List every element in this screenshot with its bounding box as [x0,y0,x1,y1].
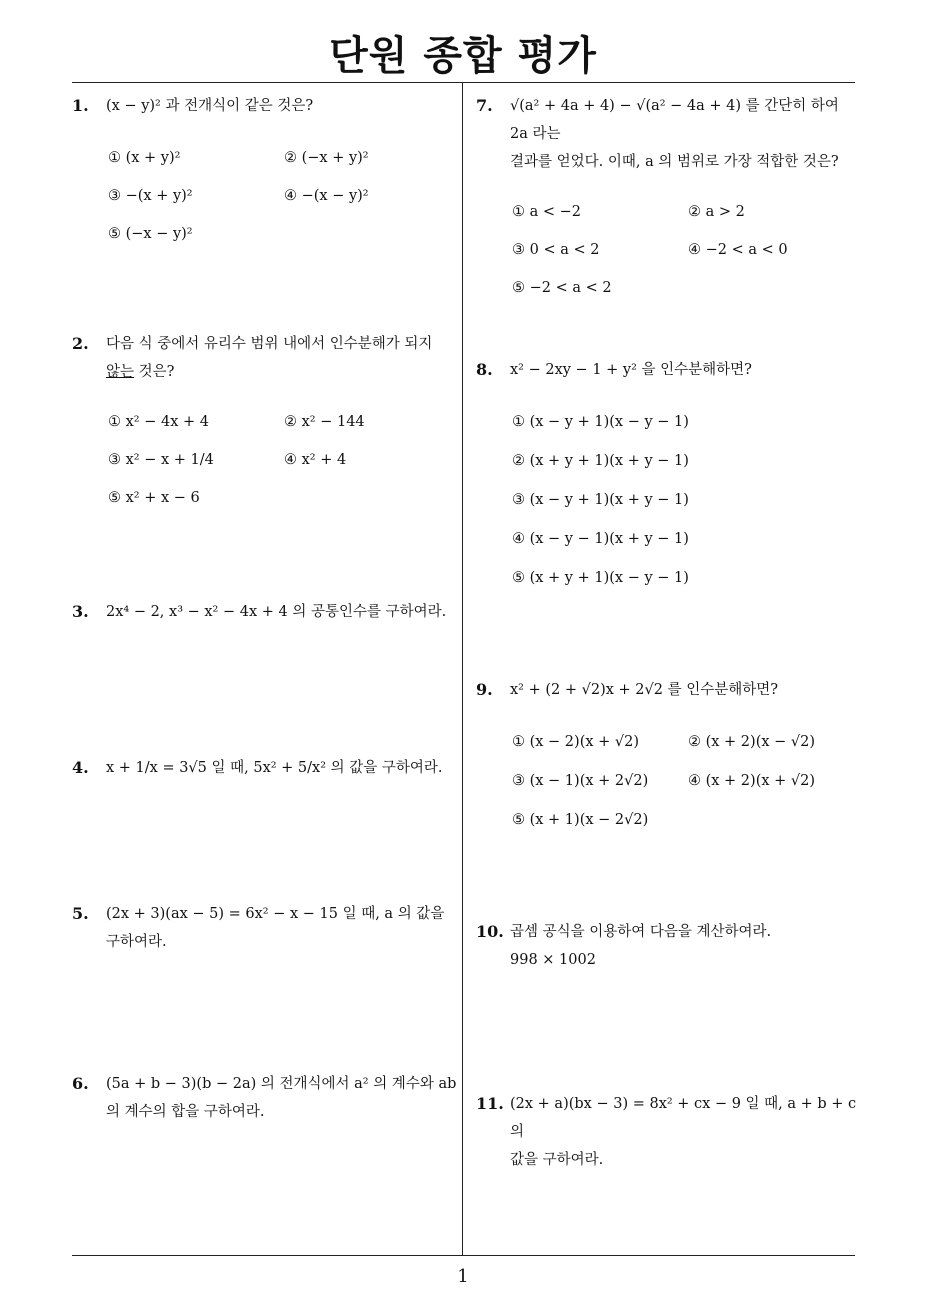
question-stem: x² − 2xy − 1 + y² 을 인수분해하면? [510,362,752,378]
option-2: ② (−x + y)² [284,150,369,166]
question-number: 4. [72,758,89,777]
question-3 [72,598,457,626]
page-title: 단원 종합 평가 [329,33,597,79]
question-number: 6. [72,1074,89,1093]
stem-line: 의 계수의 합을 구하여라. [106,1104,265,1120]
stem-line: (2x + 3)(ax − 5) = 6x² − x − 15 일 때, a 의 값을 [106,906,445,922]
option-1: ① (x − y + 1)(x − y − 1) [512,414,689,430]
option-4: ④ −2 < a < 0 [688,242,788,258]
question-number: 1. [72,96,89,115]
stem-line: (2x + a)(bx − 3) = 8x² + cx − 9 일 때, a + b + c 의 [510,1096,857,1140]
stem-line: 다음 식 중에서 유리수 범위 내에서 인수분해가 되지 [106,336,433,352]
option-1: ① x² − 4x + 4 [108,414,209,430]
question-stem [510,1090,861,1174]
question-stem: 곱셈 공식을 이용하여 다음을 계산하여라. [510,924,772,940]
question-stem [106,330,457,386]
option-1: ① (x + y)² [108,150,181,166]
option-5: ⑤ (x + 1)(x − 2√2) [512,812,649,828]
option-3: ③ (x − 1)(x + 2√2) [512,773,649,789]
question-7 [476,92,861,296]
question-stem [106,1070,457,1126]
question-10 [476,918,861,974]
question-number: 7. [476,96,493,115]
question-4 [72,754,457,782]
option-2: ② a > 2 [688,204,745,220]
stem-line: 값을 구하여라. [510,1152,604,1168]
stem-line: √(a² + 4a + 4) − √(a² − 4a + 4) 를 간단히 하여 2a 라는 [510,98,839,142]
top-rule [72,82,855,83]
question-number: 3. [72,602,89,621]
option-1: ① (x − 2)(x + √2) [512,734,640,750]
question-number: 10. [476,922,504,941]
option-1: ① a < −2 [512,204,581,220]
question-stem: 2x⁴ − 2, x³ − x² − 4x + 4 의 공통인수를 구하여라. [106,604,447,620]
question-number: 5. [72,904,89,923]
question-number: 9. [476,680,493,699]
bottom-rule [72,1255,855,1256]
option-2: ② x² − 144 [284,414,365,430]
stem-emphasis: 않는 [106,364,135,380]
option-4: ④ (x + 2)(x + √2) [688,773,816,789]
option-5: ⑤ −2 < a < 2 [512,280,612,296]
question-1 [72,92,457,240]
option-4: ④ −(x − y)² [284,188,369,204]
option-2: ② (x + y + 1)(x + y − 1) [512,453,689,469]
option-3: ③ −(x + y)² [108,188,193,204]
stem-line: (5a + b − 3)(b − 2a) 의 전개식에서 a² 의 계수와 ab [106,1076,457,1092]
option-2: ② (x + 2)(x − √2) [688,734,816,750]
option-5: ⑤ (x + y + 1)(x − y − 1) [512,570,689,586]
stem-line: 것은? [134,364,175,380]
question-number: 2. [72,334,89,353]
option-3: ③ (x − y + 1)(x + y − 1) [512,492,689,508]
stem-line: 결과를 얻었다. 이때, a 의 범위로 가장 적합한 것은? [510,154,839,170]
stem-line: 구하여라. [106,934,167,950]
column-divider [462,82,463,1256]
option-3: ③ 0 < a < 2 [512,242,600,258]
option-4: ④ (x − y − 1)(x + y − 1) [512,531,689,547]
question-stem: x² + (2 + √2)x + 2√2 를 인수분해하면? [510,682,779,698]
page-number: 1 [457,1266,469,1287]
question-stem [510,92,861,176]
option-4: ④ x² + 4 [284,452,347,468]
question-number: 11. [476,1094,504,1113]
question-number: 8. [476,360,493,379]
question-5 [72,900,457,956]
question-stem: (x − y)² 과 전개식이 같은 것은? [106,98,314,114]
question-6 [72,1070,457,1126]
question-2 [72,330,457,506]
question-expression: 998 × 1002 [510,952,596,968]
question-9 [476,676,861,828]
question-stem: x + 1/x = 3√5 일 때, 5x² + 5/x² 의 값을 구하여라. [106,760,443,776]
option-5: ⑤ (−x − y)² [108,226,193,242]
question-11 [476,1090,861,1174]
question-8 [476,356,861,584]
option-5: ⑤ x² + x − 6 [108,490,200,506]
option-3: ③ x² − x + 1/4 [108,452,214,468]
question-stem [106,900,457,956]
